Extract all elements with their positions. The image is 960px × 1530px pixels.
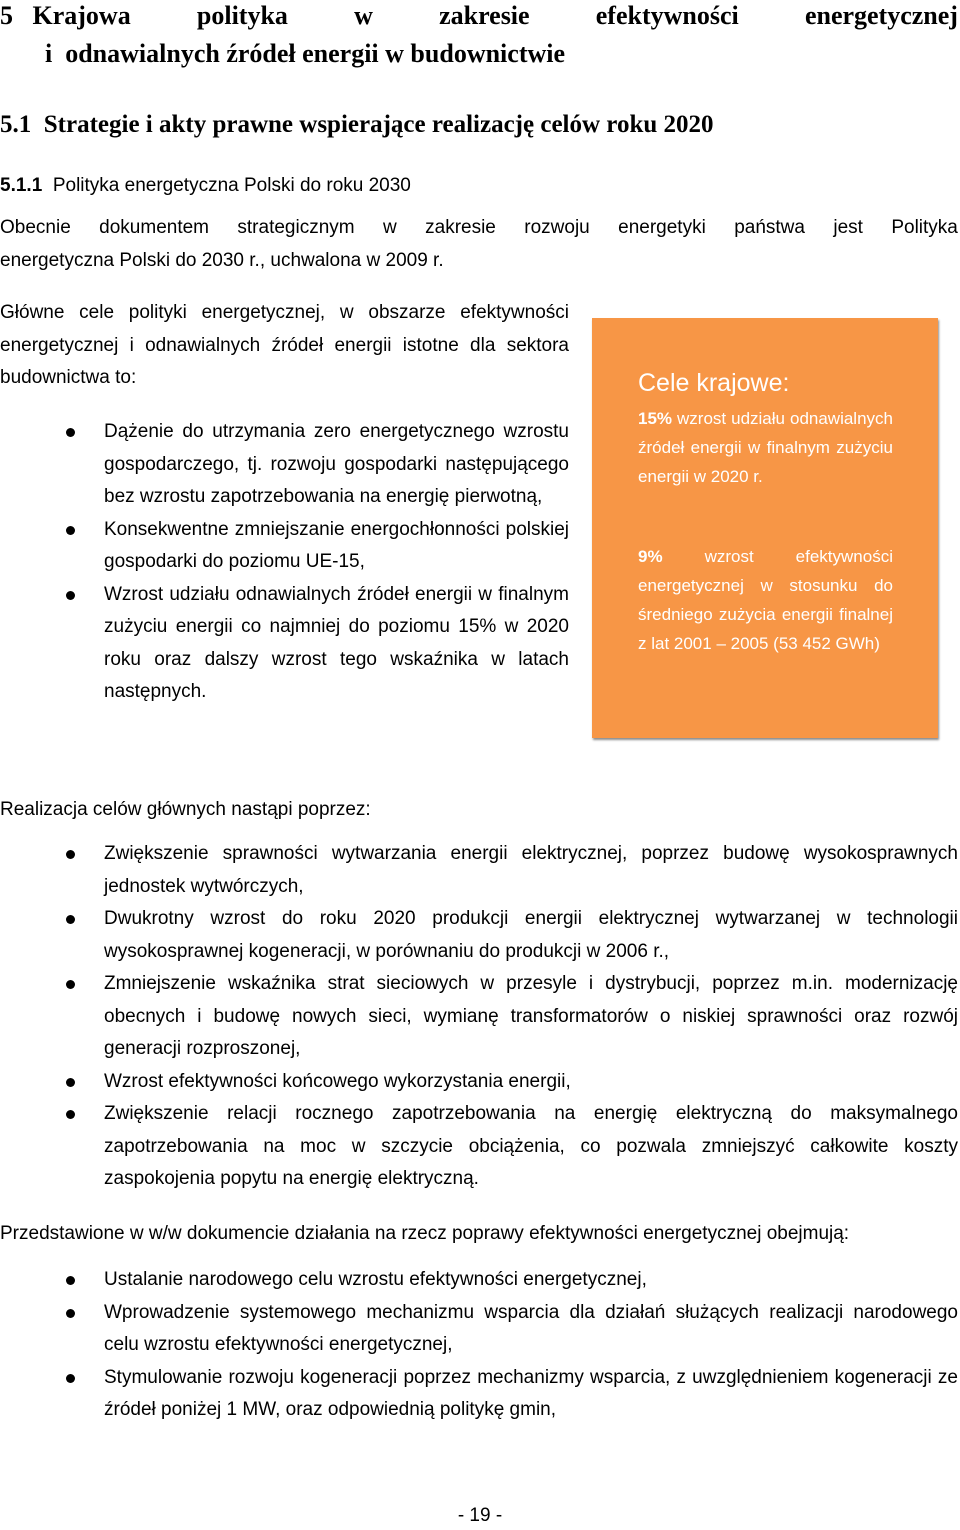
actions-intro: Przedstawione w w/w dokumencie działania na rzecz poprawy efektywności energetycznej obejmują:: [0, 1223, 850, 1244]
chapter-heading: [0, 0, 958, 73]
list-item: Zwiększenie sprawności wytwarzania energii elektrycznej, poprzez budowę wysokosprawnych jednostek wytwórczych,: [0, 838, 958, 903]
intro-line1: Obecnie dokumentem strategicznym w zakresie rozwoju energetyki państwa jest Polityka: [0, 217, 958, 238]
list-item: Wprowadzenie systemowego mechanizmu wsparcia dla działań służących realizacji narodowego celu wzrostu efektywności energetycznej,: [0, 1297, 958, 1362]
list-item: Wzrost udziału odnawialnych źródeł energii w finalnym zużyciu energii co najmniej do poziomu 15% w 2020 roku oraz dalszy wzrost tego wskaźnika w latach następnych.: [0, 579, 569, 709]
realization-intro: Realizacja celów głównych nastąpi poprzez:: [0, 799, 371, 820]
national-goal-text: wzrost udziału odnawialnych źródeł energii w finalnym zużyciu energii w 2020 r.: [638, 409, 893, 486]
chapter-word: w: [354, 1, 373, 30]
national-goals-title: Cele krajowe:: [638, 369, 790, 397]
national-goal-value: 15%: [638, 409, 673, 428]
national-goal-value: 9%: [638, 547, 663, 566]
section-heading: 5.1 Strategie i akty prawne wspierające realizację celów roku 2020: [0, 111, 714, 138]
national-goal-text: wzrost efektywności energetycznej w stosunku do średniego zużycia energii finalnej z lat 2001 – 2005 (53 452 GWh): [638, 547, 893, 653]
goals-intro-paragraph: Główne cele polityki energetycznej, w obszarze efektywności energetycznej i odnawialnych źródeł energii istotne dla sektora budownictwa to:: [0, 302, 569, 388]
national-goal-item: [638, 404, 893, 491]
list-item: Dwukrotny wzrost do roku 2020 produkcji energii elektrycznej wytwarzanej w technologii wysokosprawnej kogeneracji, w porównaniu do produkcji w 2006 r.,: [0, 903, 958, 968]
subsection-title: Polityka energetyczna Polski do roku 2030: [52, 175, 411, 196]
goals-list: [0, 416, 569, 709]
list-item: Zmniejszenie wskaźnika strat sieciowych w przesyle i dystrybucji, poprzez m.in. modernizację obecnych i budowę nowych sieci, wymianę transformatorów o niskiej sprawności oraz rozwój generacji rozproszonej,: [0, 968, 958, 1066]
intro-line2: energetyczna Polski do 2030 r., uchwalona w 2009 r.: [0, 249, 444, 271]
realization-list: [0, 838, 958, 1196]
chapter-heading-line1: [0, 0, 958, 35]
national-goal-item: [638, 542, 893, 658]
subsection-number: 5.1.1: [0, 175, 43, 196]
chapter-word: energetycznej: [804, 1, 958, 30]
actions-list: [0, 1264, 958, 1427]
chapter-heading-line2: i odnawialnych źródeł energii w budownictwie: [45, 39, 566, 68]
chapter-word: polityka: [196, 1, 288, 30]
list-item: Zwiększenie relacji rocznego zapotrzebowania na energię elektryczną do maksymalnego zapotrzebowania na moc w szczycie obciążenia, co pozwala zmniejszyć całkowite koszty zaspokojenia popytu na energię elektryczną.: [0, 1098, 958, 1196]
chapter-number: 5: [0, 1, 13, 30]
list-item: Wzrost efektywności końcowego wykorzystania energii,: [0, 1066, 958, 1099]
list-item: Konsekwentne zmniejszanie energochłonności polskiej gospodarki do poziomu UE-15,: [0, 514, 569, 579]
chapter-word: zakresie: [439, 1, 530, 30]
page-number: - 19 -: [457, 1505, 503, 1526]
chapter-word: Krajowa: [32, 1, 131, 30]
list-item: Stymulowanie rozwoju kogeneracji poprzez mechanizmy wsparcia, z uwzględnieniem kogeneracji ze źródeł poniżej 1 MW, oraz odpowiednią politykę gmin,: [0, 1362, 958, 1427]
list-item: Dążenie do utrzymania zero energetycznego wzrostu gospodarczego, tj. rozwoju gospodarki następującego bez wzrostu zapotrzebowania na energię pierwotną,: [0, 416, 569, 514]
national-goals-box: [592, 318, 938, 738]
intro-paragraph: [0, 212, 958, 277]
chapter-word: efektywności: [595, 1, 739, 30]
subsection-heading: [0, 172, 411, 200]
list-item: Ustalanie narodowego celu wzrostu efektywności energetycznej,: [0, 1264, 958, 1297]
